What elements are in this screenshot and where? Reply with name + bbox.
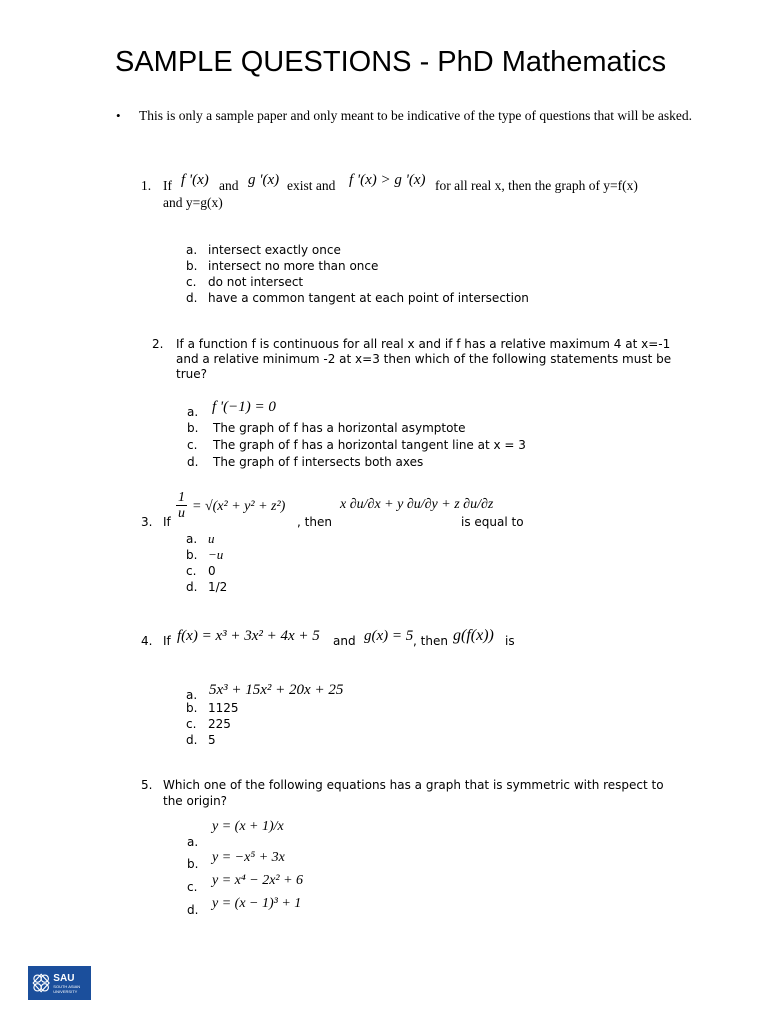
question-3-option-b: b. −u: [186, 547, 224, 562]
question-1-line2: and y=g(x): [163, 195, 223, 210]
question-2-number: 2.: [152, 337, 164, 351]
question-5-option-a: y = (x + 1)/x: [212, 819, 284, 834]
logo-subtitle: SOUTH ASIAN UNIVERSITY: [53, 983, 81, 994]
question-1-inequality: f '(x) > g '(x): [349, 172, 426, 188]
question-3-lhs: $\frac{1}{u}$: [178, 490, 185, 521]
question-5-option-d-label: d.: [187, 903, 199, 917]
logo-name: SAU: [53, 972, 75, 984]
question-4-option-c: c. 225: [186, 717, 231, 731]
question-2-option-d: d. The graph of f intersects both axes: [187, 455, 424, 469]
question-1-f-prime: f '(x): [181, 172, 209, 188]
question-4-if: If: [163, 634, 171, 648]
question-1-option-c: c. do not intersect: [186, 275, 304, 289]
question-5-number: 5.: [141, 778, 153, 792]
question-3-option-d: d. 1/2: [186, 580, 228, 594]
question-4-option-b: b. 1125: [186, 701, 239, 715]
sample-note: This is only a sample paper and only meant to be indicative of the type of questions that will be asked.: [139, 108, 692, 123]
question-2-option-a: f '(−1) = 0: [212, 399, 276, 415]
university-logo: [28, 966, 91, 1000]
question-5-option-d: y = (x − 1)³ + 1: [212, 896, 302, 911]
sau-emblem-icon: [31, 968, 51, 998]
question-2-option-b: b. The graph of f has a horizontal asymptote: [187, 421, 466, 435]
question-4-g: g(x) = 5: [364, 628, 414, 644]
question-5-line1: Which one of the following equations has a graph that is symmetric with respect to: [163, 778, 664, 792]
question-5-option-c: y = x⁴ − 2x² + 6: [212, 873, 304, 888]
question-5-option-b-label: b.: [187, 857, 199, 871]
question-4-number: 4.: [141, 634, 153, 648]
question-3-rhs: = √(x² + y² + z²): [192, 499, 286, 514]
question-2-line3: true?: [176, 367, 207, 381]
question-3-option-a: a. u: [186, 531, 215, 546]
question-4-f: f(x) = x³ + 3x² + 4x + 5: [177, 628, 320, 644]
question-3-number: 3.: [141, 515, 153, 529]
question-5-option-b: y = −x⁵ + 3x: [212, 850, 285, 865]
question-3-option-c: c. 0: [186, 564, 216, 578]
question-3-then: , then: [297, 515, 332, 529]
question-1-tail: for all real x, then the graph of y=f(x): [435, 178, 638, 193]
question-5-option-c-label: c.: [187, 880, 198, 894]
question-4-gf: g(f(x)): [453, 627, 494, 644]
question-2-option-c: c. The graph of f has a horizontal tangent line at x = 3: [187, 438, 526, 452]
question-4-then: , then: [413, 634, 448, 648]
question-3-expression: x ∂u/∂x + y ∂u/∂y + z ∂u/∂z: [340, 497, 494, 512]
question-2-line2: and a relative minimum -2 at x=3 then which of the following statements must be: [176, 352, 672, 366]
question-1-number: 1.: [141, 178, 152, 193]
question-3-if: If: [163, 515, 171, 529]
question-5-line2: the origin?: [163, 794, 228, 808]
question-4-is: is: [505, 634, 515, 648]
question-4-option-a: 5x³ + 15x² + 20x + 25: [209, 682, 344, 698]
question-3-equal: is equal to: [461, 515, 524, 529]
question-4-and: and: [333, 634, 356, 648]
question-5-option-a-label: a.: [187, 835, 199, 849]
question-1-exist: exist and: [287, 178, 336, 193]
question-4-option-d: d. 5: [186, 733, 216, 747]
question-1-option-b: b. intersect no more than once: [186, 259, 379, 273]
bullet-dot: •: [116, 108, 121, 123]
question-1-g-prime: g '(x): [248, 172, 280, 188]
question-4-option-a-label: a.: [186, 688, 198, 702]
page-title: SAMPLE QUESTIONS - PhD Mathematics: [115, 46, 667, 78]
question-2-option-a-label: a.: [187, 405, 199, 419]
question-2-line1: If a function f is continuous for all real x and if f has a relative maximum 4 at x=-1: [176, 337, 671, 351]
question-1-option-d: d. have a common tangent at each point of intersection: [186, 291, 529, 305]
question-1-if: If: [163, 178, 172, 193]
question-1-and: and: [219, 178, 239, 193]
question-1-option-a: a. intersect exactly once: [186, 243, 341, 257]
